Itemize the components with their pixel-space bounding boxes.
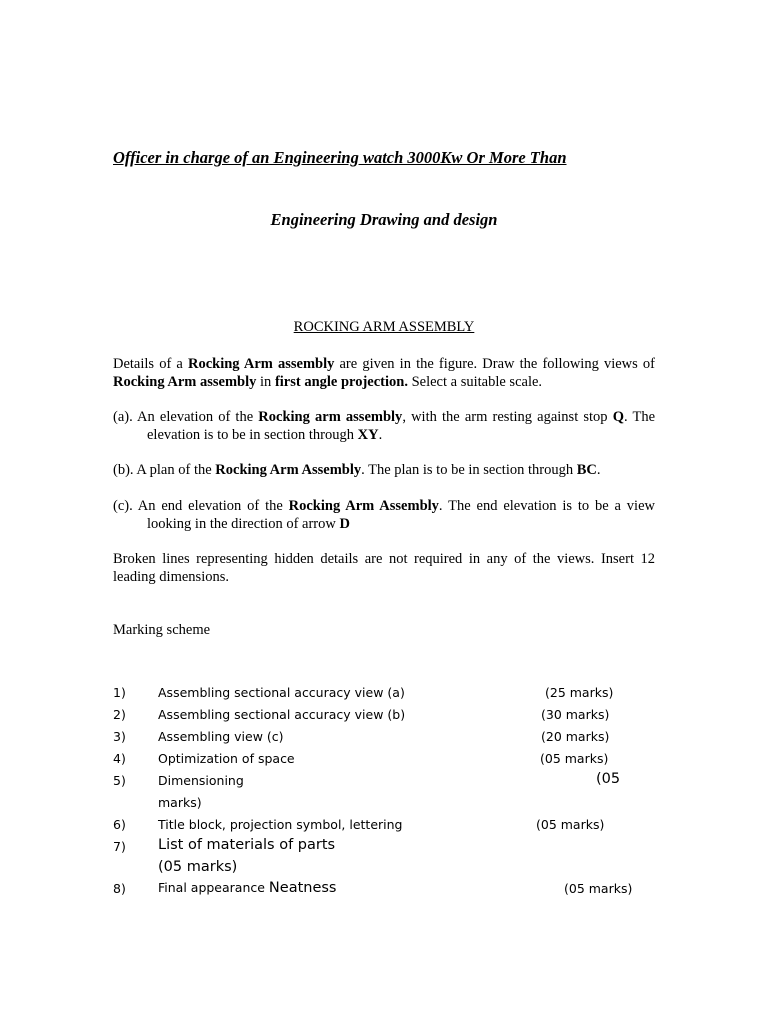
intro-bold-1: Rocking Arm assembly [187,356,335,372]
marking-label: Optimization of space [158,751,295,766]
item-a-bold-3: XY [357,427,379,443]
marking-number: 2) [113,707,126,722]
marking-number: 4) [113,751,126,766]
marking-number: 6) [113,817,126,832]
item-b-text-3: . [596,462,601,478]
document-subtitle: Engineering Drawing and design [270,210,498,229]
marking-label: Final appearance [158,880,269,895]
marking-number: 3) [113,729,126,744]
item-a-text-1: (a). An elevation of the [113,409,259,425]
item-a-text-4: . [378,427,383,443]
marking-label: Assembling view (c) [158,729,284,744]
section-heading: ROCKING ARM ASSEMBLY [293,319,475,335]
item-c-bold-1: Rocking Arm Assembly [288,498,439,514]
marking-scheme-title: Marking scheme [113,622,211,638]
item-b-text-1: (b). A plan of the [113,462,216,478]
marking-label-row [158,879,336,897]
item-b-bold-1: Rocking Arm Assembly [215,462,362,478]
marking-label-extra: Neatness [268,880,337,896]
intro-bold-2: Rocking Arm assembly [113,374,257,390]
marking-marks: (30 marks) [541,707,610,722]
marking-number: 5) [113,773,126,788]
item-a-bold-2: Q [612,409,624,425]
item-c-paragraph [113,497,655,533]
marking-marks-continued: marks) [158,795,202,810]
item-b-text-2: . The plan is to be in section through [361,462,577,478]
marking-marks: (25 marks) [545,685,614,700]
marking-marks: (05 marks) [158,859,238,875]
marking-marks: (20 marks) [541,729,610,744]
intro-text-3: in [256,374,275,390]
item-c-text-2: . The end elevation is to be a view looking in the direction of arrow [147,498,655,532]
marking-number: 1) [113,685,126,700]
item-a-paragraph [113,408,655,444]
marking-label: List of materials of parts [158,837,336,853]
intro-text-4: Select a suitable scale. [407,374,543,390]
marking-label: Dimensioning [158,773,244,788]
item-c-bold-2: D [339,516,350,532]
intro-text-1: Details of a [113,356,188,372]
marking-label: Assembling sectional accuracy view (a) [158,685,405,700]
marking-marks: (05 marks) [564,881,633,896]
marking-marks: (05 marks) [536,817,605,832]
item-a-text-2: , with the arm resting against stop [402,409,613,425]
intro-bold-3: first angle projection. [274,374,408,390]
marking-label: Title block, projection symbol, lettering [158,817,403,832]
item-b-bold-2: BC [576,462,597,478]
marking-number: 8) [113,881,126,896]
marking-marks: (05 [596,771,621,787]
marking-label: Assembling sectional accuracy view (b) [158,707,406,722]
item-c-text-1: (c). An end elevation of the [113,498,289,514]
document-title: Officer in charge of an Engineering watch 3000Kw Or More Than [113,148,567,167]
marking-number: 7) [113,839,126,854]
note-paragraph: Broken lines representing hidden details are not required in any of the views. Insert 12 leading dimensions. [113,551,655,585]
item-a-bold-1: Rocking arm assembly [258,409,403,425]
intro-text-2: are given in the figure. Draw the following views of [334,356,655,372]
intro-paragraph [113,355,655,391]
item-a-text-3: . The elevation is to be in section through [147,409,656,443]
item-b-paragraph [113,461,655,479]
marking-marks: (05 marks) [540,751,609,766]
